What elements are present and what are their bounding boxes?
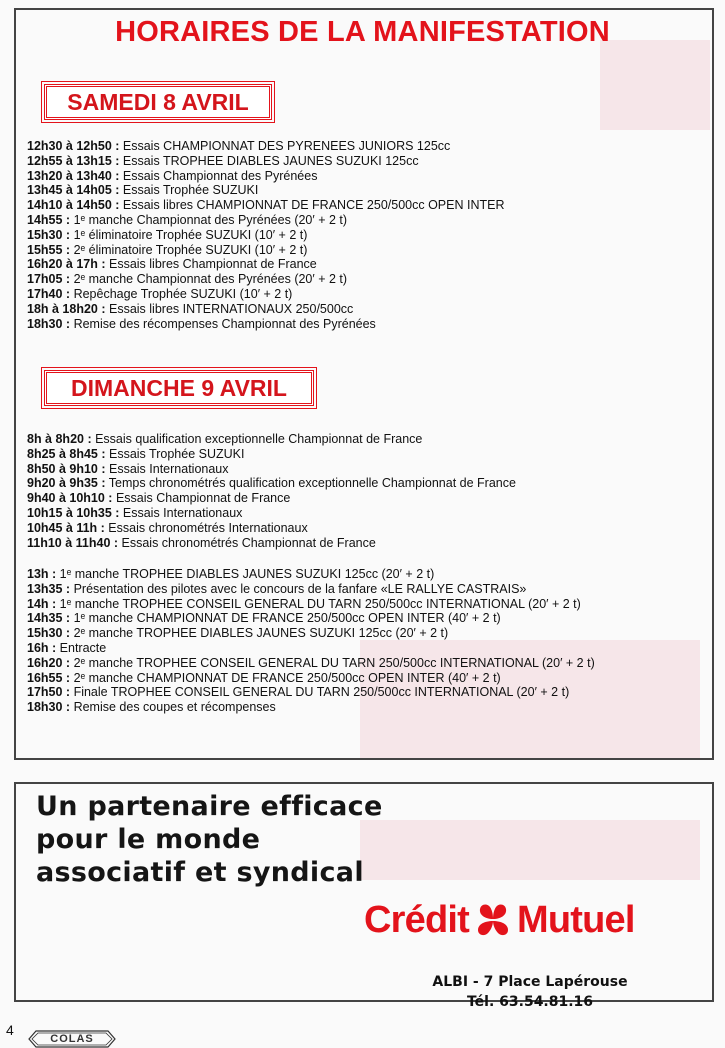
schedule-line bbox=[27, 656, 717, 671]
schedule-line bbox=[27, 462, 717, 477]
schedule-event: 1ᵉ manche CHAMPIONNAT DE FRANCE 250/500cc OPEN INTER (40′ + 2 t) bbox=[70, 611, 501, 626]
schedule-time: 17h40 : bbox=[27, 286, 71, 301]
schedule-line bbox=[27, 243, 717, 258]
schedule-line bbox=[27, 582, 717, 597]
schedule-event: Essais libres CHAMPIONNAT DE FRANCE 250/500cc OPEN INTER bbox=[119, 198, 505, 213]
schedule-event: Essais Championnat des Pyrénées bbox=[119, 168, 318, 183]
schedule-event: Présentation des pilotes avec le concours de la fanfare «LE RALLYE CASTRAIS» bbox=[70, 581, 527, 596]
schedule-event: Essais Internationaux bbox=[119, 505, 243, 520]
schedule-time: 13h : bbox=[27, 567, 57, 581]
schedule-time: 16h20 à 17h : bbox=[27, 257, 106, 272]
schedule-time: 15h30 : bbox=[27, 626, 71, 641]
schedule-line bbox=[27, 287, 717, 302]
schedule-time: 17h50 : bbox=[27, 685, 71, 700]
schedule-event: Essais TROPHEE DIABLES JAUNES SUZUKI 125cc bbox=[119, 153, 419, 168]
schedule-event: Essais Trophée SUZUKI bbox=[119, 183, 259, 198]
logo-text-left: Crédit bbox=[364, 898, 469, 941]
schedule-line bbox=[27, 272, 717, 287]
page-number: 4 bbox=[6, 1022, 14, 1038]
schedule-event: 2ᵉ manche TROPHEE DIABLES JAUNES SUZUKI 125cc (20′ + 2 t) bbox=[70, 626, 449, 641]
schedule-time: 13h45 à 14h05 : bbox=[27, 183, 120, 198]
schedule-event: Entracte bbox=[56, 640, 107, 655]
schedule-event: 1ᵉ manche TROPHEE CONSEIL GENERAL DU TARN 250/500cc INTERNATIONAL (20′ + 2 t) bbox=[56, 596, 581, 611]
schedule-time: 15h55 : bbox=[27, 242, 71, 257]
schedule-time: 16h : bbox=[27, 640, 57, 655]
page-title: HORAIRES DE LA MANIFESTATION bbox=[115, 16, 610, 48]
schedule-time: 8h à 8h20 : bbox=[27, 432, 92, 446]
address-phone: Tél. 63.54.81.16 bbox=[466, 994, 594, 1010]
colas-label: COLAS bbox=[50, 1033, 94, 1045]
schedule-line bbox=[27, 671, 717, 686]
schedule-time: 14h35 : bbox=[27, 611, 71, 626]
schedule-line bbox=[27, 447, 717, 462]
schedule-time: 15h30 : bbox=[27, 227, 71, 242]
schedule-event: 1ᵉ éliminatoire Trophée SUZUKI (10′ + 2 t) bbox=[70, 227, 308, 242]
sunday-heading: DIMANCHE 9 AVRIL bbox=[44, 370, 314, 406]
schedule-line bbox=[27, 183, 717, 198]
schedule-line bbox=[27, 213, 717, 228]
schedule-time: 8h50 à 9h10 : bbox=[27, 461, 106, 476]
schedule-time: 16h20 : bbox=[27, 655, 71, 670]
schedule-time: 12h30 à 12h50 : bbox=[27, 139, 120, 153]
schedule-event: Essais libres INTERNATIONAUX 250/500cc bbox=[105, 301, 354, 316]
schedule-event: 2ᵉ éliminatoire Trophée SUZUKI (10′ + 2 t) bbox=[70, 242, 308, 257]
schedule-line bbox=[27, 139, 717, 154]
schedule-line bbox=[27, 597, 717, 612]
slogan-line: pour le monde bbox=[36, 824, 261, 855]
schedule-time: 14h55 : bbox=[27, 212, 71, 227]
schedule-event: Essais chronométrés Championnat de France bbox=[118, 535, 376, 550]
logo-text-right: Mutuel bbox=[517, 898, 635, 941]
sunday-morning-schedule bbox=[27, 432, 717, 550]
schedule-time: 13h35 : bbox=[27, 581, 71, 596]
schedule-event: 1ᵉ manche TROPHEE DIABLES JAUNES SUZUKI 125cc (20′ + 2 t) bbox=[56, 567, 435, 581]
schedule-time: 16h55 : bbox=[27, 670, 71, 685]
schedule-event: Repêchage Trophée SUZUKI (10′ + 2 t) bbox=[70, 286, 293, 301]
schedule-time: 10h15 à 10h35 : bbox=[27, 505, 120, 520]
schedule-time: 14h10 à 14h50 : bbox=[27, 198, 120, 213]
address-street: ALBI - 7 Place Lapérouse bbox=[432, 974, 628, 990]
schedule-line bbox=[27, 302, 717, 317]
schedule-event: Essais Championnat de France bbox=[112, 491, 291, 506]
schedule-event: 1ᵉ manche Championnat des Pyrénées (20′ + 2 t) bbox=[70, 212, 348, 227]
schedule-line bbox=[27, 641, 717, 656]
schedule-line bbox=[27, 626, 717, 641]
schedule-line bbox=[27, 432, 717, 447]
schedule-event: Finale TROPHEE CONSEIL GENERAL DU TARN 250/500cc INTERNATIONAL (20′ + 2 t) bbox=[70, 685, 570, 700]
slogan-line: associatif et syndical bbox=[36, 857, 364, 888]
credit-mutuel-logo bbox=[364, 895, 635, 945]
saturday-schedule bbox=[27, 139, 717, 331]
schedule-line bbox=[27, 700, 717, 715]
saturday-heading: SAMEDI 8 AVRIL bbox=[44, 84, 272, 120]
advert-slogan bbox=[36, 790, 383, 889]
schedule-event: Essais Internationaux bbox=[105, 461, 229, 476]
schedule-event: 2ᵉ manche CHAMPIONNAT DE FRANCE 250/500cc OPEN INTER (40′ + 2 t) bbox=[70, 670, 501, 685]
schedule-line bbox=[27, 317, 717, 332]
schedule-event: Remise des coupes et récompenses bbox=[70, 700, 276, 715]
schedule-time: 14h : bbox=[27, 596, 57, 611]
schedule-event: Remise des récompenses Championnat des Pyrénées bbox=[70, 316, 376, 331]
schedule-event: Essais Trophée SUZUKI bbox=[105, 446, 245, 461]
schedule-event: Essais CHAMPIONNAT DES PYRENEES JUNIORS 125cc bbox=[119, 139, 451, 153]
schedule-line bbox=[27, 521, 717, 536]
schedule-time: 8h25 à 8h45 : bbox=[27, 446, 106, 461]
schedule-time: 17h05 : bbox=[27, 272, 71, 287]
schedule-event: Essais chronométrés Internationaux bbox=[104, 520, 308, 535]
schedule-line bbox=[27, 567, 717, 582]
schedule-event: Temps chronométrés qualification exceptionnelle Championnat de France bbox=[105, 476, 516, 491]
schedule-event: 2ᵉ manche TROPHEE CONSEIL GENERAL DU TARN 250/500cc INTERNATIONAL (20′ + 2 t) bbox=[70, 655, 595, 670]
schedule-time: 11h10 à 11h40 : bbox=[27, 535, 119, 550]
schedule-time: 18h à 18h20 : bbox=[27, 301, 106, 316]
schedule-line bbox=[27, 536, 717, 551]
schedule-line bbox=[27, 257, 717, 272]
schedule-time: 9h40 à 10h10 : bbox=[27, 491, 113, 506]
colas-logo bbox=[28, 1030, 116, 1048]
schedule-event: 2ᵉ manche Championnat des Pyrénées (20′ + 2 t) bbox=[70, 272, 348, 287]
schedule-line bbox=[27, 228, 717, 243]
schedule-line bbox=[27, 491, 717, 506]
schedule-time: 9h20 à 9h35 : bbox=[27, 476, 106, 491]
credit-mutuel-icon bbox=[473, 902, 513, 938]
schedule-event: Essais qualification exceptionnelle Championnat de France bbox=[91, 432, 423, 446]
schedule-line bbox=[27, 685, 717, 700]
schedule-line bbox=[27, 198, 717, 213]
schedule-time: 10h45 à 11h : bbox=[27, 520, 105, 535]
schedule-line bbox=[27, 611, 717, 626]
schedule-line bbox=[27, 169, 717, 184]
sunday-afternoon-schedule bbox=[27, 567, 717, 715]
slogan-line: Un partenaire efficace bbox=[36, 791, 383, 822]
schedule-event: Essais libres Championnat de France bbox=[105, 257, 317, 272]
schedule-line bbox=[27, 476, 717, 491]
schedule-line bbox=[27, 506, 717, 521]
schedule-time: 13h20 à 13h40 : bbox=[27, 168, 120, 183]
schedule-time: 12h55 à 13h15 : bbox=[27, 153, 120, 168]
schedule-line bbox=[27, 154, 717, 169]
branch-address bbox=[400, 972, 660, 1012]
schedule-time: 18h30 : bbox=[27, 316, 71, 331]
schedule-time: 18h30 : bbox=[27, 700, 71, 715]
